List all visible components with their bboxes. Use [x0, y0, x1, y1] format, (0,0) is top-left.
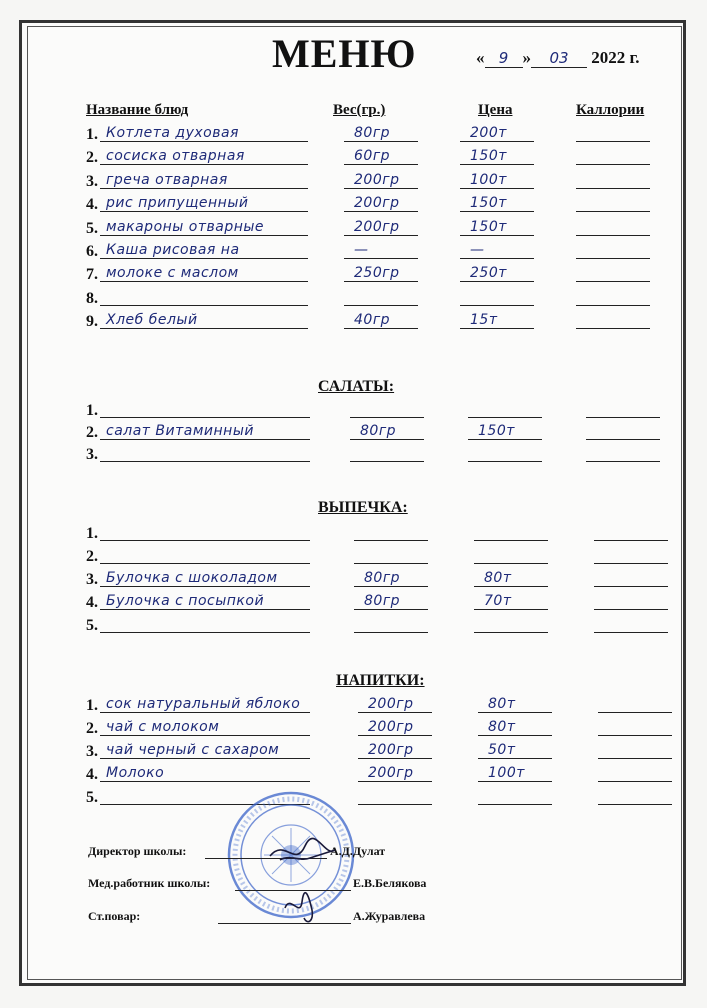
handwritten-name: греча отварная	[106, 171, 228, 188]
menu-row	[86, 122, 707, 144]
date-day: 9	[485, 49, 523, 68]
handwritten-price: 70т	[484, 593, 512, 609]
date-month: 03	[531, 49, 587, 68]
handwritten-price: 200т	[470, 125, 507, 141]
signatory-name: А.Д.Дулат	[330, 844, 386, 858]
row-number: 4.	[86, 766, 98, 783]
column-header-price: Цена	[478, 102, 513, 118]
section-heading-pastry: ВЫПЕЧКА:	[318, 499, 408, 516]
menu-row	[86, 216, 707, 238]
row-number: 4.	[86, 594, 98, 611]
handwritten-weight: 60гр	[354, 148, 391, 165]
calories-line	[576, 144, 650, 165]
calories-line	[586, 419, 660, 440]
row-number: 4.	[86, 196, 98, 214]
row-number: 1.	[86, 126, 98, 143]
row-number: 7.	[86, 266, 98, 284]
handwritten-name: салат Витаминный	[106, 423, 254, 439]
handwritten-name: Хлеб белый	[106, 312, 198, 329]
column-header-calories: Каллории	[576, 102, 645, 118]
date-year: 2022 г.	[591, 48, 640, 67]
weight-line	[344, 285, 418, 306]
handwritten-signatures	[250, 828, 370, 928]
weight-line	[358, 784, 432, 805]
handwritten-price: 80т	[488, 719, 516, 735]
price-line	[474, 520, 548, 541]
handwritten-weight: 80гр	[354, 125, 391, 141]
calories-line	[586, 397, 660, 418]
menu-row	[86, 442, 707, 464]
price-line	[460, 285, 534, 306]
handwritten-price: 150т	[478, 423, 515, 439]
row-number: 2.	[86, 548, 98, 565]
handwritten-name: молоке с маслом	[106, 265, 239, 282]
price-line	[468, 397, 542, 418]
name-line	[100, 543, 310, 564]
row-number: 1.	[86, 402, 98, 419]
menu-row	[86, 262, 707, 284]
handwritten-weight: 200гр	[354, 218, 400, 235]
handwritten-price: 80т	[484, 570, 512, 586]
price-line	[468, 441, 542, 462]
weight-line	[354, 612, 428, 633]
row-number: 3.	[86, 446, 98, 463]
handwritten-weight: 200гр	[354, 171, 400, 188]
calories-line	[594, 543, 668, 564]
calories-line	[594, 612, 668, 633]
handwritten-weight: 80гр	[364, 593, 401, 609]
calories-line	[598, 761, 672, 782]
name-line	[100, 520, 310, 541]
calories-line	[594, 520, 668, 541]
name-line	[100, 612, 310, 633]
row-number: 3.	[86, 172, 98, 190]
calories-line	[594, 589, 668, 610]
weight-line	[350, 441, 424, 462]
handwritten-weight: —	[354, 242, 369, 258]
menu-row	[86, 739, 707, 761]
page-title: МЕНЮ	[272, 31, 417, 76]
row-number: 2.	[86, 720, 98, 737]
date-close-quote: »	[522, 48, 531, 67]
handwritten-price: 80т	[488, 696, 516, 712]
row-number: 2.	[86, 149, 98, 167]
row-number: 5.	[86, 219, 98, 237]
calories-line	[598, 738, 672, 759]
handwritten-name: Молоко	[106, 765, 165, 781]
price-line	[474, 543, 548, 564]
handwritten-name: сок натуральный яблоко	[106, 696, 301, 712]
handwritten-weight: 200гр	[368, 765, 414, 781]
menu-row	[86, 567, 707, 589]
menu-row	[86, 309, 707, 331]
menu-row	[86, 762, 707, 784]
calories-line	[586, 441, 660, 462]
column-header-name: Название блюд	[86, 102, 189, 118]
signature-label: Ст.повар:	[88, 909, 141, 923]
handwritten-price: 15т	[470, 312, 498, 329]
handwritten-name: Булочка с шоколадом	[106, 570, 278, 586]
handwritten-weight: 250гр	[354, 265, 400, 282]
name-line	[100, 397, 310, 418]
calories-line	[576, 308, 650, 329]
calories-line	[576, 121, 650, 142]
signature-label: Мед.работник школы:	[88, 876, 211, 890]
menu-row	[86, 398, 707, 420]
section-heading-salads: САЛАТЫ:	[318, 378, 395, 395]
calories-line	[594, 566, 668, 587]
row-number: 3.	[86, 571, 98, 588]
menu-row	[86, 420, 707, 442]
menu-row	[86, 169, 707, 191]
calories-line	[576, 168, 650, 189]
menu-row	[86, 785, 707, 807]
handwritten-price: 150т	[470, 148, 507, 165]
row-number: 1.	[86, 525, 98, 542]
handwritten-price: 250т	[470, 265, 507, 282]
menu-row	[86, 286, 707, 308]
handwritten-name: Котлета духовая	[106, 125, 239, 141]
menu-row	[86, 192, 707, 214]
name-line	[100, 285, 308, 306]
handwritten-weight: 80гр	[364, 570, 401, 586]
menu-row	[86, 145, 707, 167]
handwritten-weight: 80гр	[360, 423, 397, 439]
calories-line	[598, 715, 672, 736]
handwritten-name: сосиска отварная	[106, 148, 245, 165]
price-line	[474, 612, 548, 633]
menu-row	[86, 716, 707, 738]
handwritten-price: 150т	[470, 218, 507, 235]
name-line	[100, 441, 310, 462]
calories-line	[576, 285, 650, 306]
calories-line	[576, 238, 650, 259]
handwritten-price: 150т	[470, 195, 507, 212]
price-line	[478, 784, 552, 805]
row-number: 5.	[86, 617, 98, 634]
date-open-quote: «	[476, 48, 485, 67]
handwritten-weight: 200гр	[368, 719, 414, 735]
handwritten-price: 100т	[488, 765, 525, 781]
calories-line	[576, 261, 650, 282]
handwritten-name: чай с молоком	[106, 719, 220, 735]
handwritten-weight: 40гр	[354, 312, 391, 329]
menu-row	[86, 590, 707, 612]
menu-row	[86, 544, 707, 566]
row-number: 1.	[86, 697, 98, 714]
menu-row	[86, 239, 707, 261]
menu-row	[86, 693, 707, 715]
weight-line	[354, 543, 428, 564]
signatory-name: А.Журавлева	[353, 909, 426, 923]
signatory-name: Е.В.Белякова	[353, 876, 427, 890]
weight-line	[350, 397, 424, 418]
handwritten-name: макароны отварные	[106, 218, 265, 235]
weight-line	[354, 520, 428, 541]
calories-line	[598, 784, 672, 805]
handwritten-name: чай черный с сахаром	[106, 742, 280, 758]
menu-row	[86, 613, 707, 635]
signature-label: Директор школы:	[88, 844, 187, 858]
row-number: 8.	[86, 289, 98, 307]
calories-line	[576, 215, 650, 236]
column-header-weight: Вес(гр.)	[333, 102, 386, 118]
handwritten-weight: 200гр	[368, 742, 414, 758]
row-number: 5.	[86, 789, 98, 806]
handwritten-weight: 200гр	[354, 195, 400, 212]
row-number: 2.	[86, 424, 98, 441]
row-number: 3.	[86, 743, 98, 760]
calories-line	[576, 191, 650, 212]
handwritten-name: Булочка с посыпкой	[106, 593, 265, 609]
handwritten-price: 50т	[488, 742, 516, 758]
handwritten-name: рис припущенный	[106, 195, 249, 212]
section-heading-drinks: НАПИТКИ:	[336, 672, 425, 689]
menu-row	[86, 521, 707, 543]
menu-date	[476, 48, 640, 68]
calories-line	[598, 692, 672, 713]
handwritten-price: 100т	[470, 171, 507, 188]
row-number: 9.	[86, 313, 98, 331]
handwritten-weight: 200гр	[368, 696, 414, 712]
row-number: 6.	[86, 243, 98, 260]
handwritten-name: Каша рисовая на	[106, 242, 240, 258]
handwritten-price: —	[470, 242, 485, 258]
